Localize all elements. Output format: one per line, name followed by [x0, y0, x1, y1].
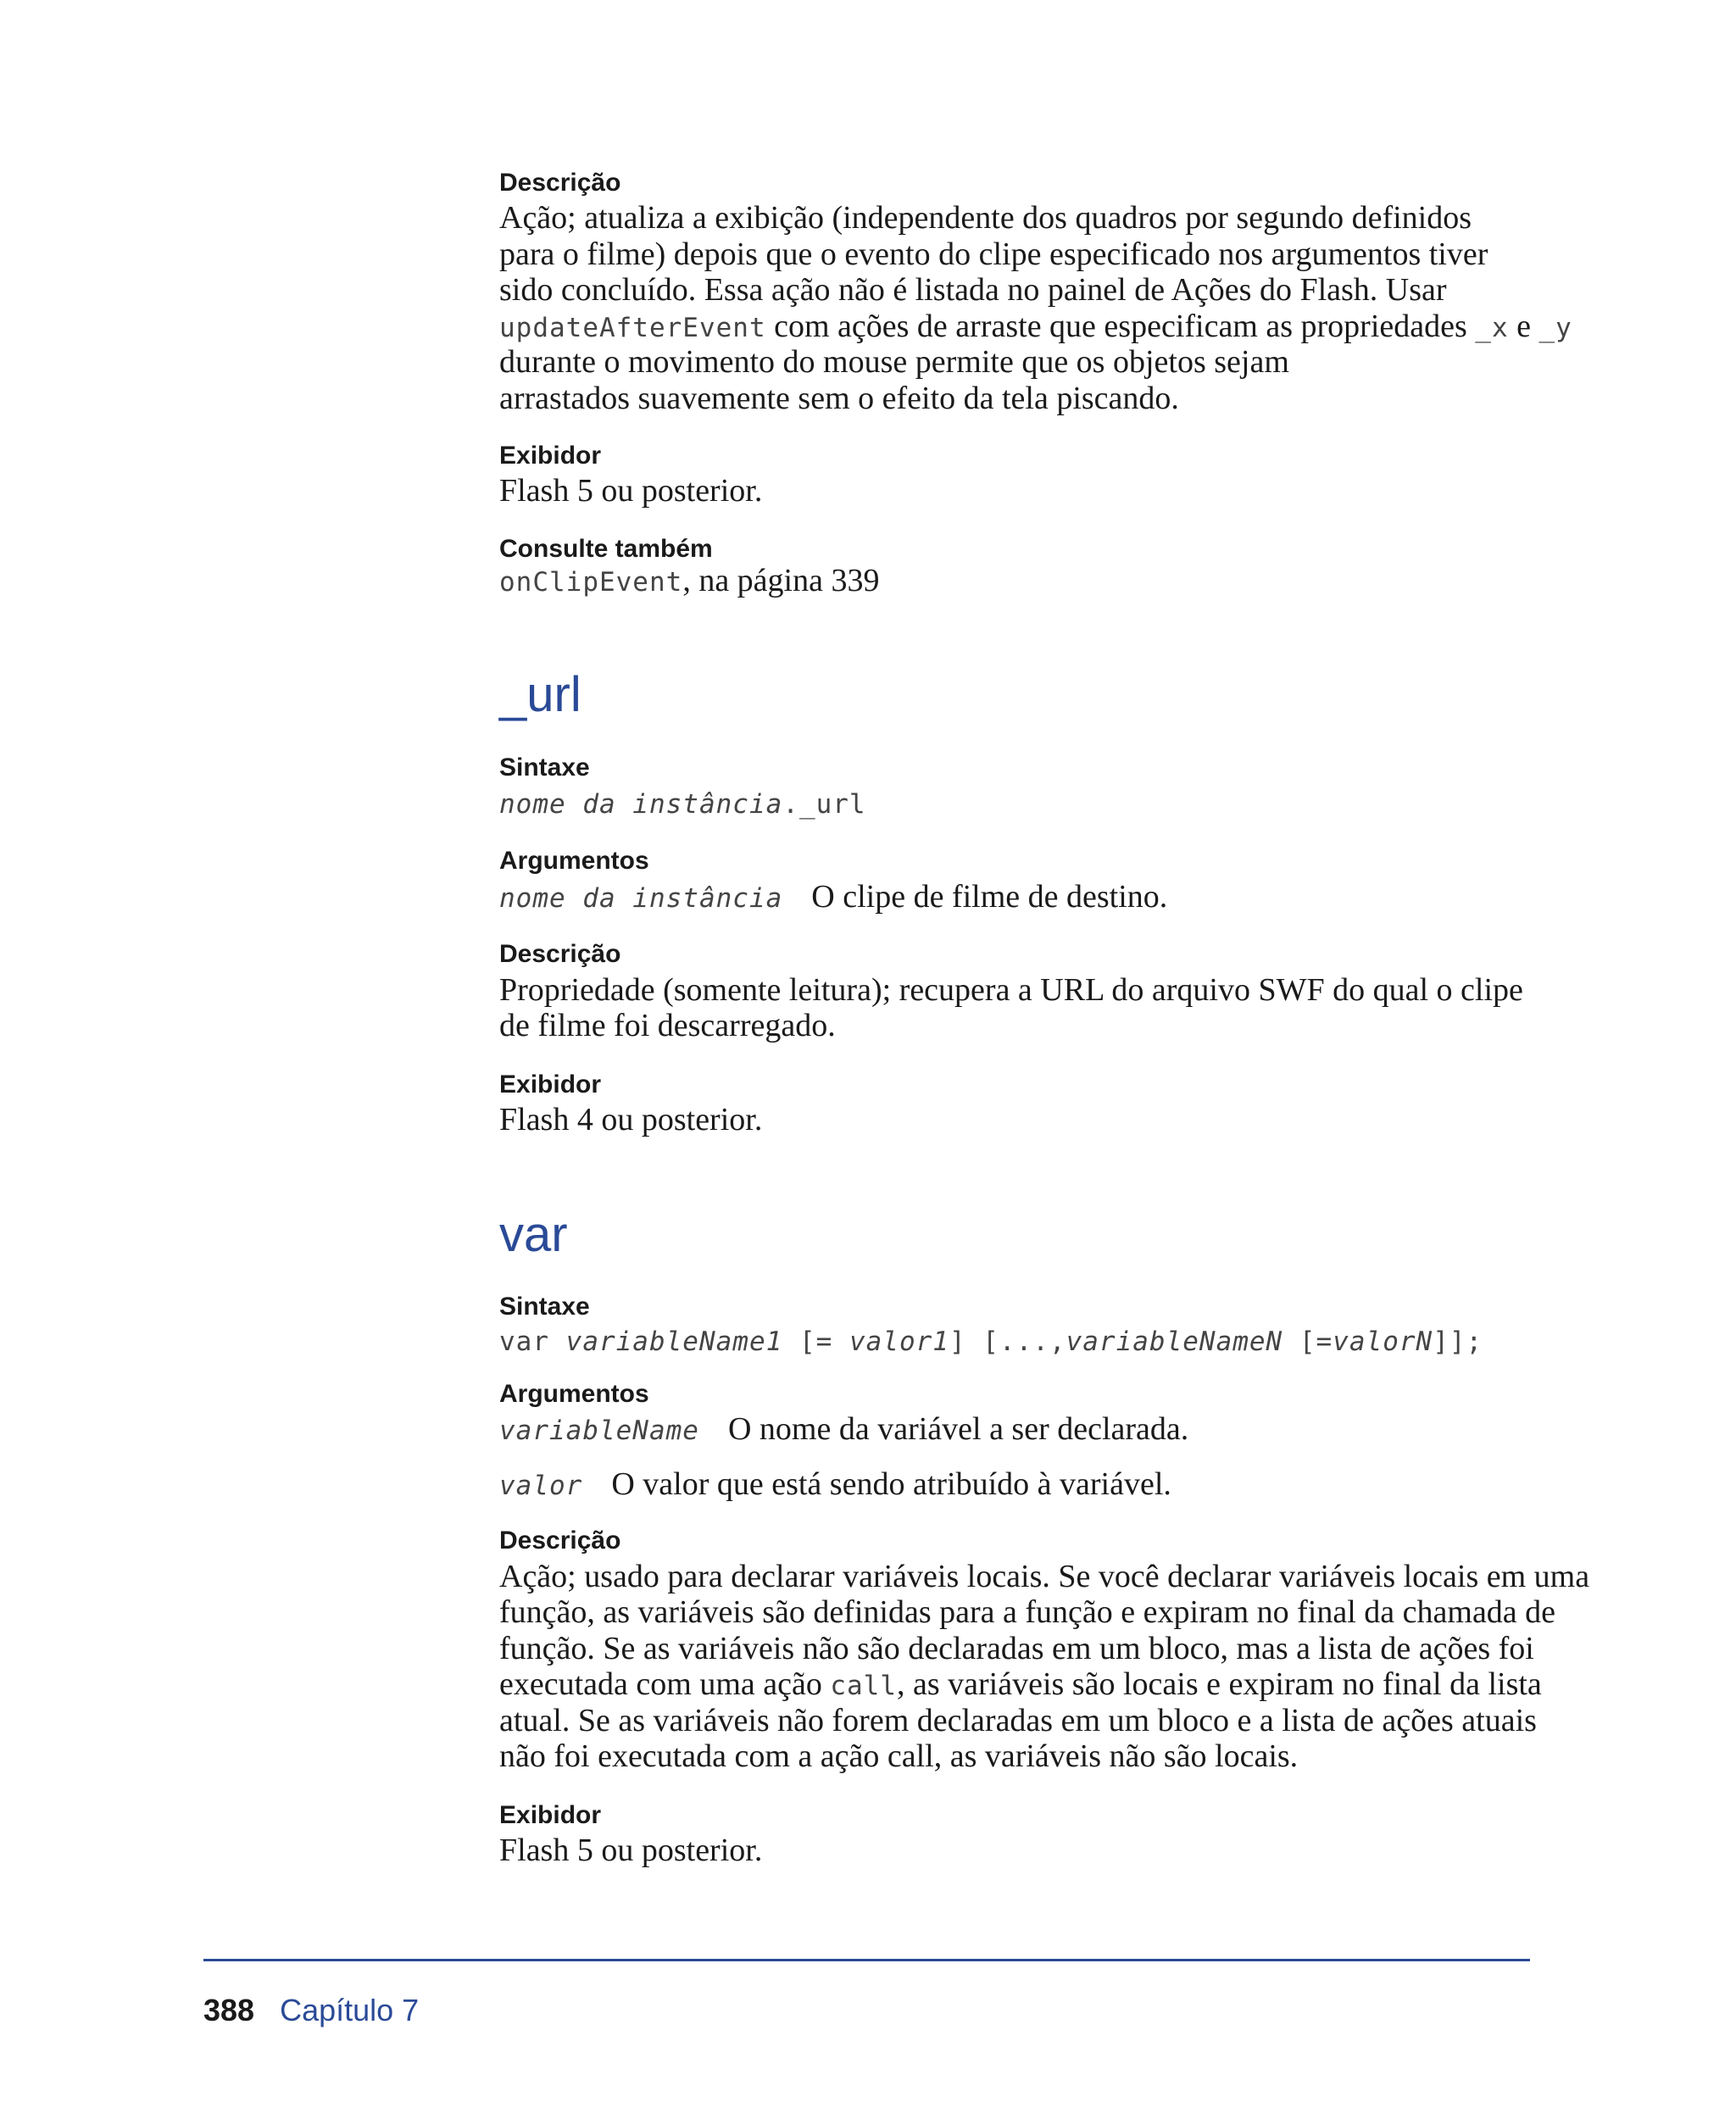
code-span: _y — [1538, 313, 1572, 343]
section-label-exibidor: Exibidor — [499, 1801, 602, 1829]
argument-name: nome da instância — [499, 883, 783, 914]
paragraph-line — [499, 309, 1572, 347]
code-italic: valor1 — [849, 1326, 949, 1357]
section-label-descricao: Descrição — [499, 169, 621, 197]
text-span: executada com uma ação — [499, 1666, 831, 1702]
paragraph-line: atual. Se as variáveis não forem declaradas em um bloco e a lista de ações atuais — [499, 1703, 1537, 1738]
code-span: ._url — [782, 789, 866, 820]
code-span: ]]; — [1433, 1326, 1483, 1357]
argument-name: variableName — [499, 1415, 699, 1446]
page-footer — [203, 1992, 419, 2029]
syntax-line — [499, 1322, 1483, 1360]
text-span: e — [1508, 309, 1539, 344]
argument-row — [499, 878, 1167, 917]
section-label-exibidor: Exibidor — [499, 442, 602, 470]
section-label-exibidor: Exibidor — [499, 1071, 602, 1098]
see-also-link[interactable]: onClipEvent — [499, 567, 683, 598]
entry-heading: var — [499, 1207, 568, 1262]
paragraph-line: arrastados suavemente sem o efeito da tela piscando. — [499, 381, 1179, 416]
chapter-label: Capítulo 7 — [280, 1993, 420, 2027]
paragraph-line: Ação; atualiza a exibição (independente dos quadros por segundo definidos — [499, 200, 1472, 236]
argument-desc: O nome da variável a ser declarada. — [727, 1411, 1189, 1447]
code-span: call — [830, 1671, 897, 1701]
text-span: com ações de arraste que especificam as propriedades — [765, 309, 1476, 344]
paragraph-line: função. Se as variáveis não são declaradas em um bloco, mas a lista de ações foi — [499, 1631, 1534, 1666]
paragraph-line: não foi executada com a ação call, as variáveis não são locais. — [499, 1738, 1299, 1774]
paragraph-line: Propriedade (somente leitura); recupera a URL do arquivo SWF do qual o clipe — [499, 972, 1523, 1008]
paragraph-line: durante o movimento do mouse permite que os objetos sejam — [499, 344, 1289, 380]
section-label-descricao: Descrição — [499, 1527, 621, 1554]
code-span: updateAfterEvent — [499, 313, 766, 343]
paragraph-line: Flash 5 ou posterior. — [499, 473, 763, 509]
section-label-argumentos: Argumentos — [499, 1380, 649, 1408]
paragraph-line: Flash 5 ou posterior. — [499, 1833, 763, 1868]
section-label-consulte: Consulte também — [499, 535, 713, 563]
page-number: 388 — [203, 1993, 255, 2027]
paragraph-line: para o filme) depois que o evento do clipe especificado nos argumentos tiver — [499, 236, 1488, 272]
argument-row — [499, 1466, 1171, 1504]
text-span: , na página 339 — [682, 563, 880, 598]
entry-heading: _url — [499, 667, 581, 722]
syntax-line — [499, 785, 866, 823]
argument-row — [499, 1410, 1188, 1449]
paragraph-line: função, as variáveis são definidas para a função e expiram no final da chamada de — [499, 1594, 1556, 1630]
argument-desc: O valor que está sendo atribuído à variável. — [611, 1466, 1171, 1502]
code-span: var — [499, 1326, 566, 1357]
section-label-descricao: Descrição — [499, 940, 621, 968]
section-label-sintaxe: Sintaxe — [499, 754, 590, 781]
code-italic: variableName1 — [565, 1326, 783, 1357]
code-span: _x — [1475, 313, 1509, 343]
footer-rule — [203, 1959, 1530, 1961]
code-span: [= — [1283, 1326, 1333, 1357]
paragraph-line: sido concluído. Essa ação não é listada no painel de Ações do Flash. Usar — [499, 272, 1447, 308]
text-span: , as variáveis são locais e expiram no final da lista — [897, 1666, 1542, 1702]
paragraph-line: Ação; usado para declarar variáveis locais. Se você declarar variáveis locais em uma — [499, 1559, 1590, 1594]
argument-name: valor — [499, 1471, 583, 1501]
argument-desc: O clipe de filme de destino. — [811, 879, 1168, 915]
code-span: [= — [782, 1326, 849, 1357]
paragraph-line — [499, 1666, 1542, 1705]
section-label-sintaxe: Sintaxe — [499, 1293, 590, 1321]
code-italic: valorN — [1333, 1326, 1433, 1357]
paragraph-line: de filme foi descarregado. — [499, 1008, 836, 1043]
see-also-line — [499, 563, 879, 601]
code-italic: nome da instância — [499, 789, 783, 820]
code-italic: variableNameN — [1066, 1326, 1283, 1357]
paragraph-line: Flash 4 ou posterior. — [499, 1102, 763, 1137]
section-label-argumentos: Argumentos — [499, 847, 649, 875]
code-span: ] [..., — [949, 1326, 1066, 1357]
